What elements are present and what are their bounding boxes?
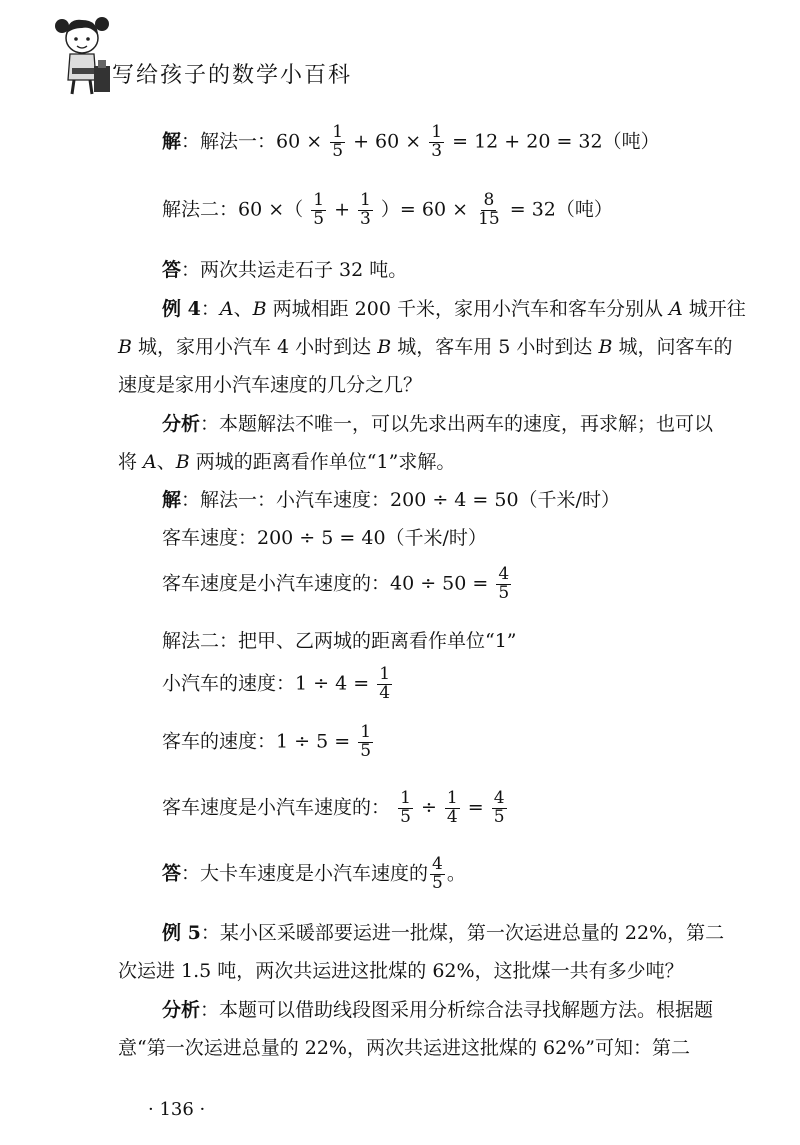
example-4-line-1 [162,294,746,321]
fraction [430,856,445,893]
numerator: 4 [493,788,505,808]
solution-label: 解 [162,130,182,153]
denominator: 5 [432,872,443,893]
text: ：解法一：小汽车速度：200 ÷ 4 = 50（千米/时） [181,489,620,511]
text: A [669,298,683,320]
text: 客车的速度：1 ÷ 5 = [162,730,351,753]
text: ：本题可以借助线段图采用分析综合法寻找解题方法。根据题 [200,999,714,1021]
answer-label: 答 [162,862,182,885]
solution-4-line-5 [162,666,394,703]
solution-4-line-2 [162,523,487,550]
answer-4-line [162,856,466,893]
fraction [476,192,502,229]
example-label: 例 5 [162,922,201,944]
text: ：大卡车速度是小汽车速度的 [181,862,429,885]
fraction [311,192,326,229]
numerator: 1 [400,788,411,808]
text: 。 [446,862,466,885]
numerator: 1 [313,190,325,210]
denominator: 5 [493,806,505,827]
text: 解法二：把甲、乙两城的距离看作单位“1” [162,630,517,652]
numerator: 1 [379,664,391,684]
denominator: 5 [360,740,372,761]
text: = [467,796,484,819]
denominator: 4 [446,806,458,827]
example-5-line-2 [118,956,684,983]
girl-illustration-icon [52,10,120,98]
text: + [334,198,350,221]
text: 两城相距 200 千米，家用小汽车和客车分别从 [266,298,670,320]
text: ： [200,298,220,320]
text: ：某小区采暖部要运进一批煤，第一次运进总量的 22%，第二 [200,922,725,944]
text: 、 [233,298,253,320]
text: 意“第一次运进总量的 22%，两次共运进这批煤的 62%”可知：第二 [118,1037,690,1059]
denominator: 4 [379,682,391,703]
fraction [358,724,373,761]
solution-4-line-6 [162,724,375,761]
text: 次运进 1.5 吨，两次共运进这批煤的 62%，这批煤一共有多少吨？ [118,960,684,982]
text: ：本题解法不唯一，可以先求出两车的速度，再求解；也可以 [200,413,714,435]
text: = 12 + 20 = 32（吨） [452,130,660,153]
text: 将 [118,451,144,473]
text: 、 [156,451,176,473]
text: 客车速度是小汽车速度的： [162,796,391,819]
answer-label: 答 [162,259,182,281]
answer-line-1 [162,255,407,282]
fraction [358,192,373,229]
denominator: 3 [360,208,371,229]
solution-label: 解 [162,489,182,511]
denominator: 5 [332,140,344,161]
analysis-5-line-1 [162,995,713,1022]
text: 两城的距离看作单位“1”求解。 [189,451,456,473]
text: 客车速度是小汽车速度的：40 ÷ 50 = [162,572,489,595]
text: 城，家用小汽车 4 小时到达 [131,336,378,358]
denominator: 3 [431,140,443,161]
fraction [377,666,392,703]
text: B [118,336,132,358]
denominator: 5 [313,208,325,229]
fraction [398,790,413,827]
solution-4-line-4 [162,626,517,653]
solution-4-line-7 [162,790,509,827]
numerator: 4 [498,564,510,584]
example-4-line-3 [118,370,422,397]
text: B [252,298,267,320]
text: + 60 × [353,130,422,153]
numerator: 1 [446,788,458,808]
denominator: 5 [400,806,411,827]
denominator: 5 [498,582,510,603]
solution-line-2 [162,192,613,229]
page-header [52,10,412,100]
numerator: 1 [360,722,372,742]
text: 城开往 [682,298,746,320]
solution-4-line-1 [162,485,620,512]
text: 解法二：60 ×（ [162,198,304,221]
numerator: 1 [431,122,443,142]
example-5-line-1 [162,918,724,945]
analysis-5-line-2 [118,1033,690,1060]
text: 城，客车用 5 小时到达 [391,336,599,358]
book-title: 写给孩子的数学小百科 [112,63,353,88]
text: 速度是家用小汽车速度的几分之几？ [118,374,423,396]
text: = 32（吨） [509,198,613,221]
analysis-label: 分析 [162,413,201,435]
text: B [377,336,392,358]
text: 城，问客车的 [612,336,733,358]
text: 客车速度：200 ÷ 5 = 40（千米/时） [162,527,487,549]
numerator: 1 [332,122,344,142]
text: ÷ [420,796,437,819]
text: B [175,451,190,473]
numerator: 1 [360,190,371,210]
denominator: 15 [478,208,500,229]
solution-4-line-3 [162,566,513,603]
text: ：解法一：60 × [181,130,323,153]
text: A [219,298,234,320]
analysis-label: 分析 [162,999,201,1021]
fraction [496,566,511,603]
text: A [143,451,157,473]
fraction [492,790,507,827]
analysis-4-line-2 [118,447,455,474]
numerator: 8 [483,190,495,210]
text: B [598,336,613,358]
text: ：两次共运走石子 32 吨。 [181,259,408,281]
text: 小汽车的速度：1 ÷ 4 = [162,672,370,695]
example-label: 例 4 [162,298,201,320]
numerator: 4 [432,854,443,874]
example-4-line-2 [118,332,732,359]
fraction [330,124,345,161]
text: ）= 60 × [380,198,469,221]
page-number: · 136 · [148,1099,206,1120]
fraction [445,790,460,827]
analysis-4-line-1 [162,409,713,436]
solution-line-1 [162,124,660,161]
fraction [429,124,444,161]
